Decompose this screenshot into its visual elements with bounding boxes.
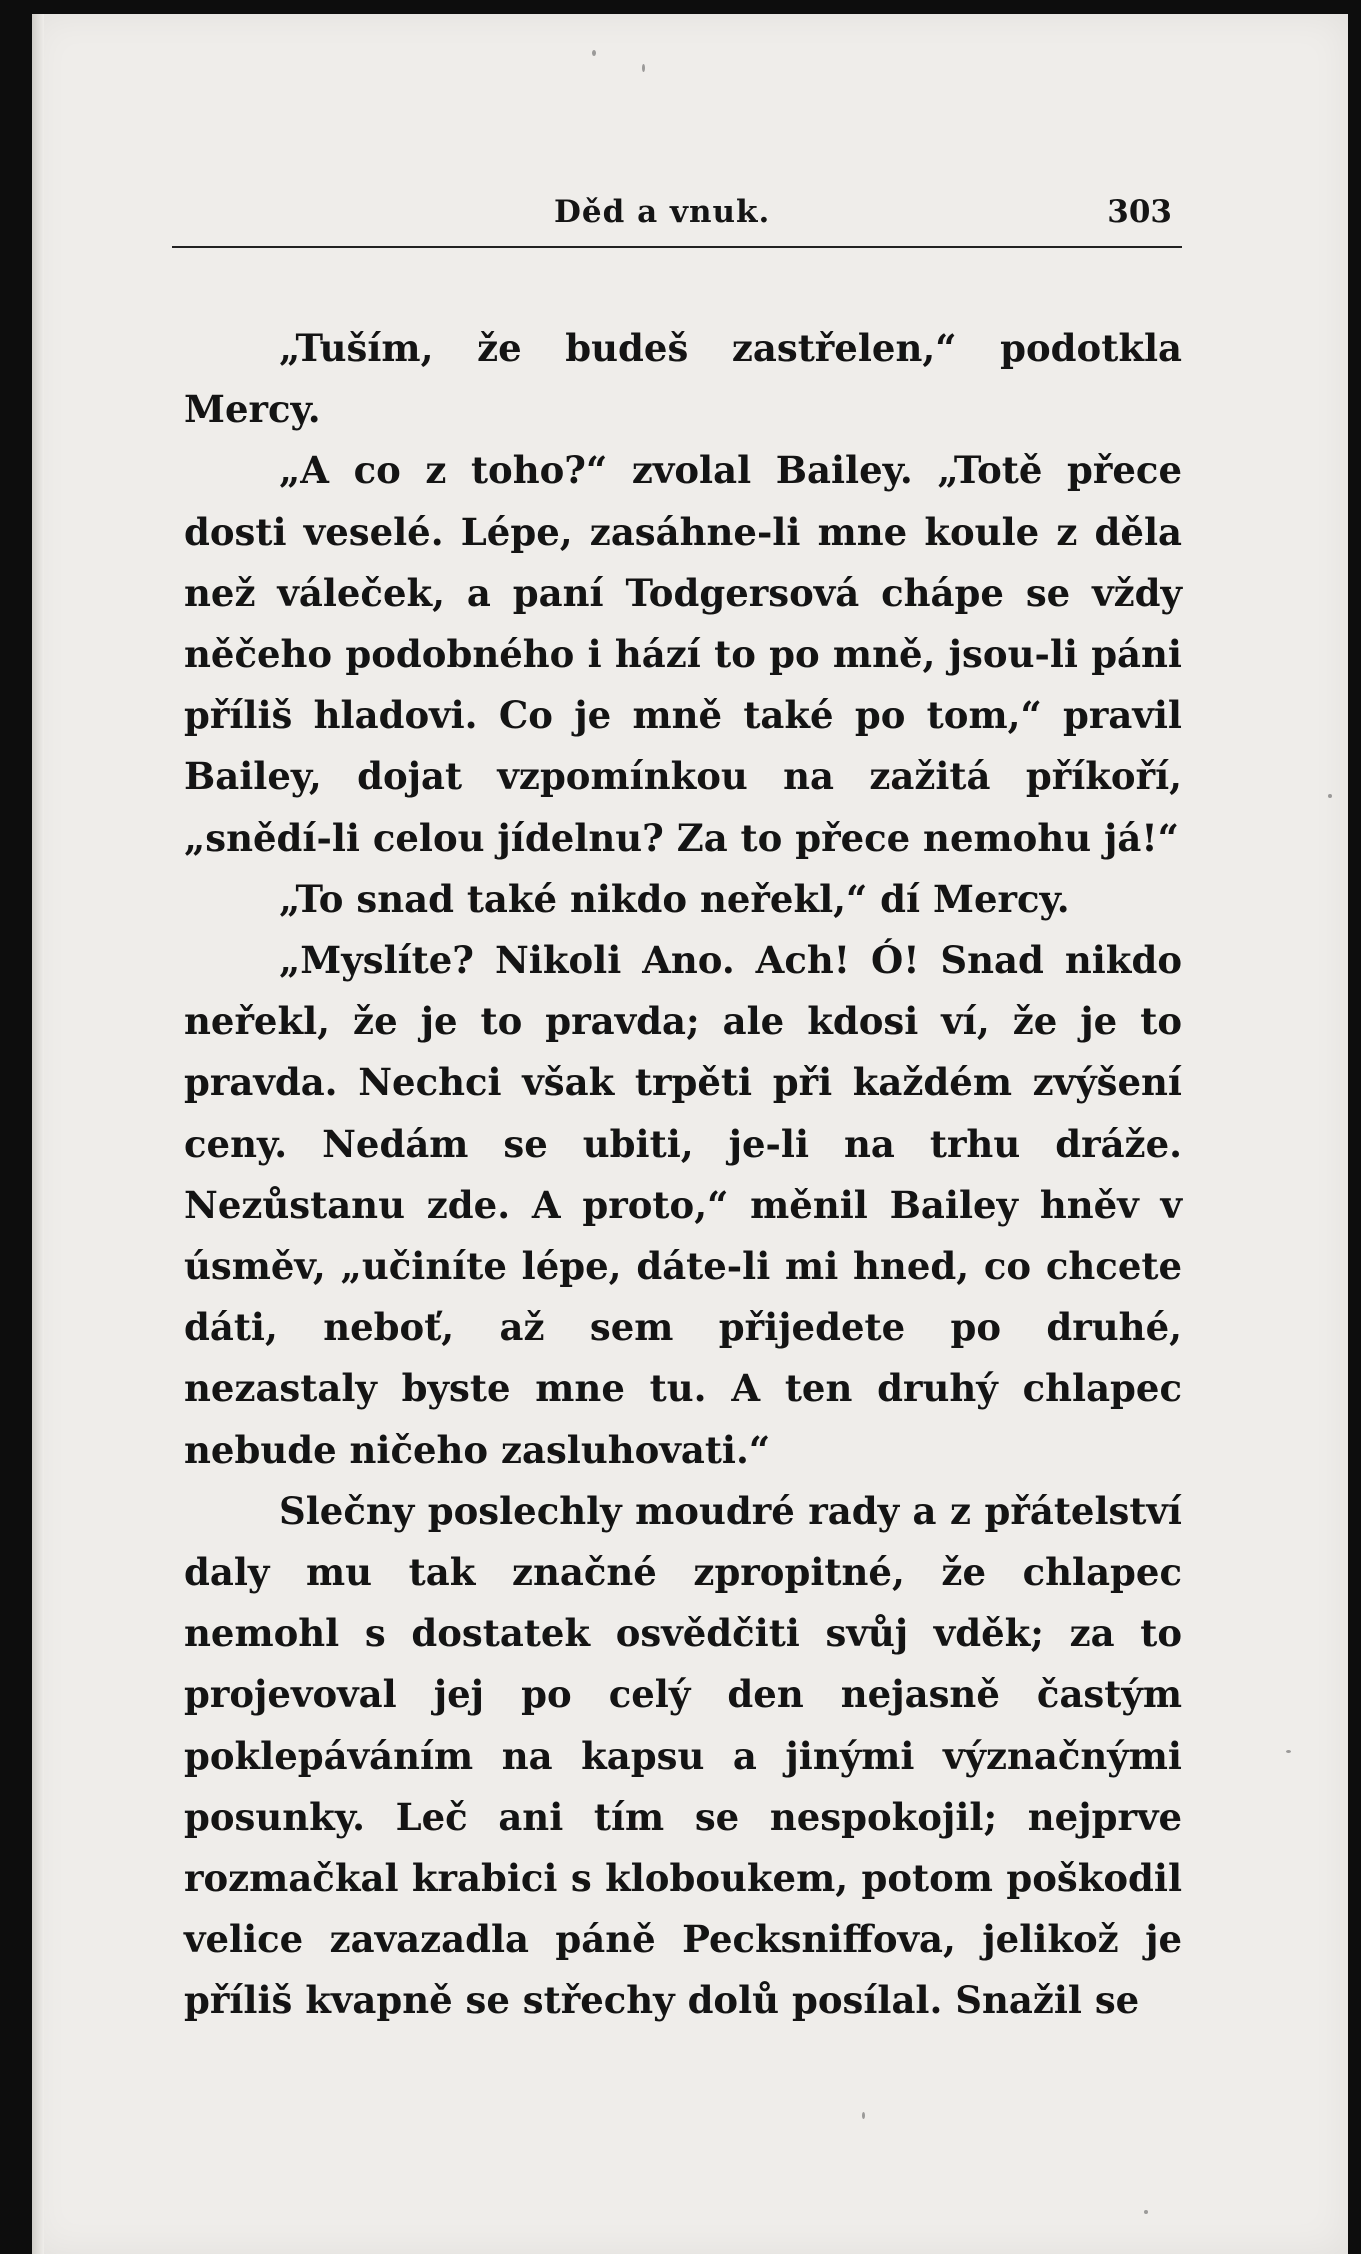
body-text xyxy=(184,318,1182,2032)
paper-speck xyxy=(1286,1750,1291,1753)
paper-speck xyxy=(862,2112,865,2119)
paper-speck xyxy=(1328,794,1332,798)
paragraph: Slečny poslechly moudré rady a z přátelství daly mu tak značné zpropitné, že chlapec nemohl s dostatek osvědčiti svůj vděk; za to projevoval jej po celý den nejasně častým poklepáváním na kapsu a jinými význačnými posunky. Leč ani tím se nespokojil; nejprve rozmačkal krabici s kloboukem, potom poškodil velice zavazadla páně Pecksniffova, jelikož je příliš kvapně se střechy dolů posílal. Snažil se xyxy=(184,1488,1182,2023)
book-page xyxy=(32,14,1348,2254)
running-title: Děd a vnuk. xyxy=(554,194,771,230)
paper-speck xyxy=(642,64,645,72)
paragraph: „A co z toho?“ zvolal Bailey. „Totě přece dosti veselé. Lépe, zasáhne-li mne koule z děla než váleček, a paní Todgersová chápe se vždy něčeho podobného i hází to po mně, jsou-li páni příliš hladovi. Co je mně také po tom,“ pravil Bailey, dojat vzpomínkou na zažitá příkoří, „snědí-li celou jídelnu? Za to přece nemohu já!“ xyxy=(184,448,1182,860)
page-number: 303 xyxy=(1107,194,1172,230)
page-binding-edge xyxy=(32,14,44,2254)
paragraph: „Tuším, že budeš zastřelen,“ podotkla Mercy. xyxy=(184,326,1182,432)
paper-speck xyxy=(592,50,596,56)
paragraph: „To snad také nikdo neřekl,“ dí Mercy. xyxy=(279,876,1070,921)
header-rule xyxy=(172,246,1182,248)
paragraph: „Myslíte? Nikoli Ano. Ach! Ó! Snad nikdo neřekl, že je to pravda; ale kdosi ví, že je to pravda. Nechci však trpěti při každém zvýšení ceny. Nedám se ubiti, je-li na trhu dráže. Nezůstanu zde. A proto,“ měnil Bailey hněv v úsměv, „učiníte lépe, dáte-li mi hned, co chcete dáti, neboť, až sem přijedete po druhé, nezastaly byste mne tu. A ten druhý chlapec nebude ničeho zasluhovati.“ xyxy=(184,938,1182,1472)
paper-speck xyxy=(1144,2210,1148,2214)
running-head xyxy=(172,182,1182,248)
